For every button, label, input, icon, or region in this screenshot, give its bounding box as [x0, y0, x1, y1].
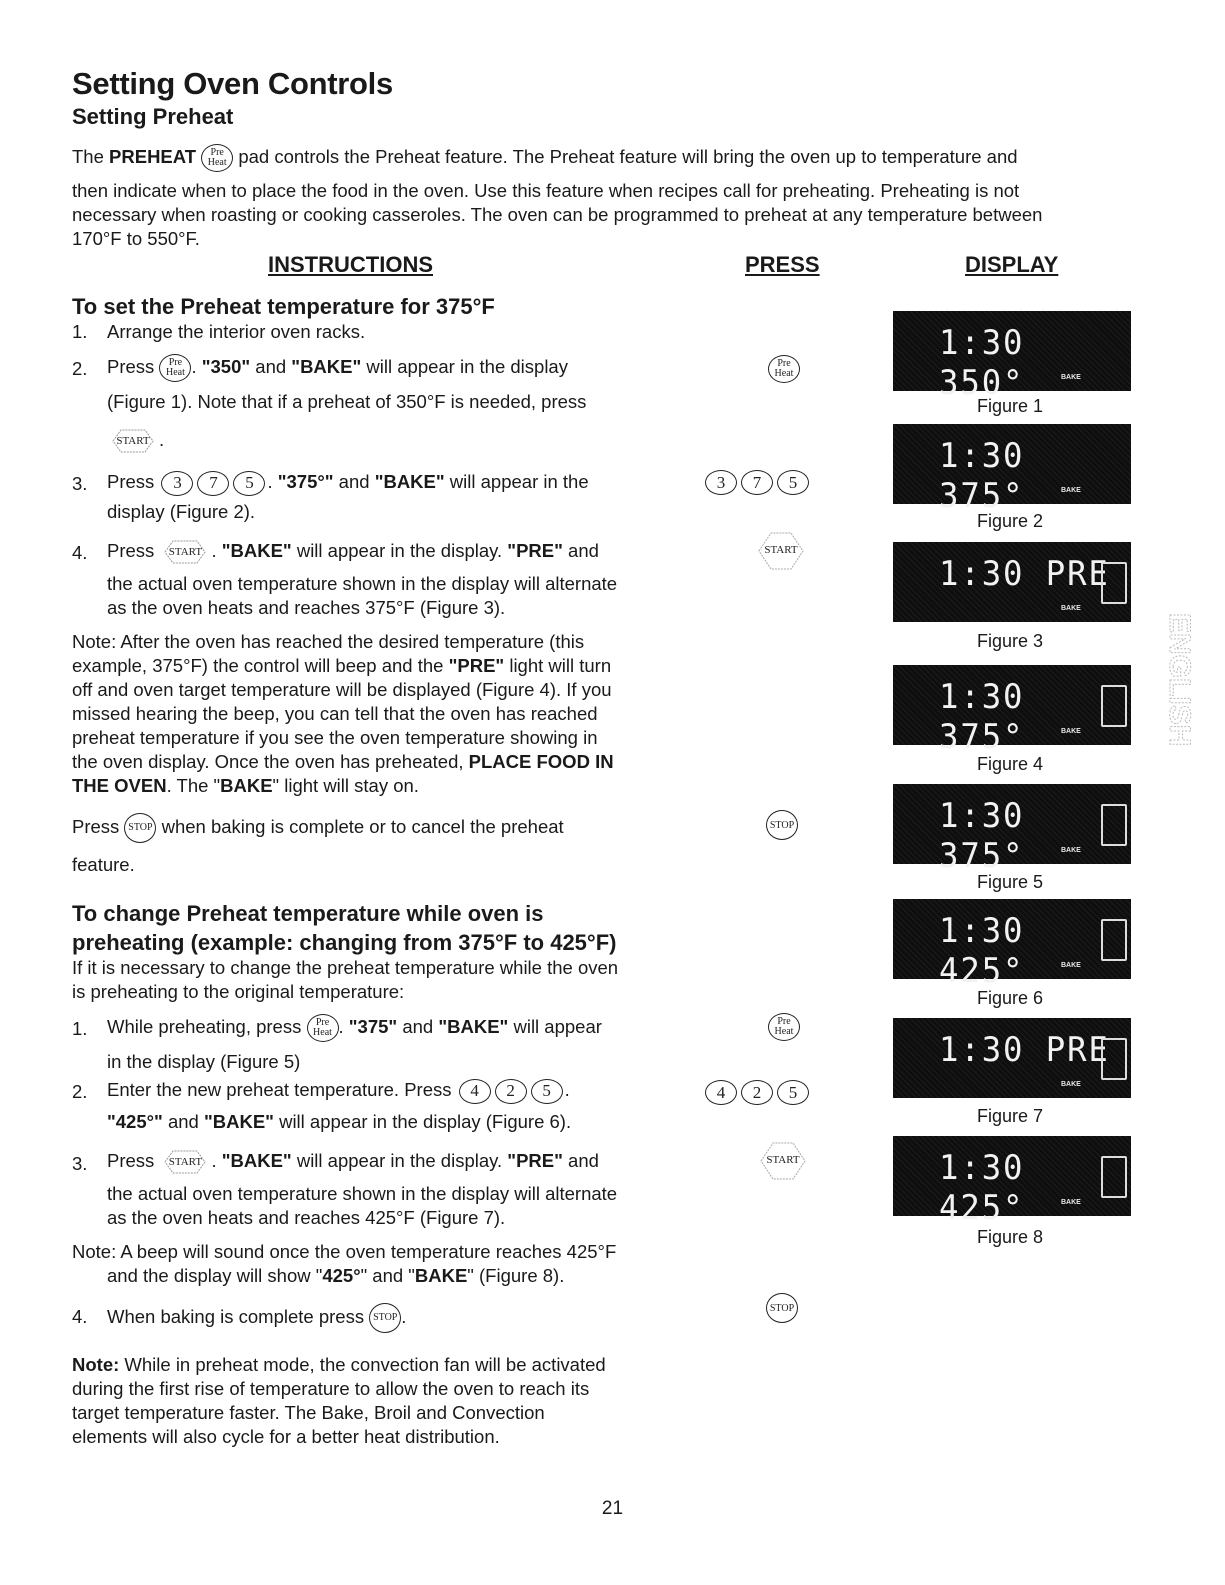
heading-line: preheating (example: changing from 375°F to 425°F): [72, 930, 617, 955]
text: will appear: [508, 1015, 602, 1037]
bake-indicator: BAKE: [1061, 1081, 1081, 1088]
display-readout: 1:30 375°: [939, 677, 1025, 757]
indicator-box: [1101, 1156, 1127, 1198]
text: Note:: [72, 1354, 120, 1375]
text: .: [211, 1150, 222, 1171]
preheat-key-icon: [201, 144, 233, 172]
key-3-icon: 3: [161, 471, 193, 496]
step-number: 2.: [72, 358, 88, 379]
note-line: [72, 1353, 692, 1377]
oven-display-3: [893, 542, 1131, 622]
bake-indicator: BAKE: [1061, 1199, 1081, 1206]
final-note: [72, 1353, 692, 1449]
stop-line: feature.: [72, 854, 135, 875]
text: pad controls the Preheat feature. The Preheat feature will bring the oven up to temperature and: [233, 145, 1018, 167]
text: and: [250, 355, 292, 377]
text: Enter the new preheat temperature. Press: [107, 1079, 457, 1100]
key-4-icon: 4: [705, 1080, 737, 1105]
step-line: as the oven heats and reaches 425°F (Figure 7).: [107, 1207, 506, 1229]
display-readout: 1:30 350°: [939, 323, 1025, 403]
key-7-icon: 7: [197, 471, 229, 496]
key-label: START: [168, 1156, 203, 1169]
text: "375°": [277, 471, 334, 492]
text: .: [191, 355, 202, 377]
key-label: Pre: [210, 147, 224, 158]
note-line: [72, 1264, 692, 1288]
text: BAKE: [414, 1265, 468, 1286]
step-line: the actual oven temperature shown in the display will alternate: [107, 1183, 618, 1205]
text: " light will stay on.: [272, 775, 419, 796]
stop-paragraph: [72, 813, 672, 877]
step-text: [107, 354, 667, 458]
step-number: 3.: [72, 1153, 88, 1174]
text: and: [562, 540, 599, 561]
key-label: Heat: [165, 367, 185, 378]
section1-heading: To set the Preheat temperature for 375°F: [72, 294, 495, 319]
bake-indicator: BAKE: [1061, 605, 1081, 612]
english-side-tab: [1142, 585, 1196, 747]
text: .: [267, 471, 278, 492]
note-line: Note: A beep will sound once the oven temperature reaches 425°F: [72, 1241, 617, 1262]
key-label: Pre: [777, 1016, 791, 1027]
section2-intro: [72, 956, 672, 1004]
intro-line: 170°F to 550°F.: [72, 228, 200, 249]
text: Press: [107, 1150, 160, 1171]
step-number: 1.: [72, 1018, 88, 1039]
text: .: [401, 1305, 407, 1327]
step-line: as the oven heats and reaches 375°F (Figure 3).: [107, 597, 506, 619]
key-2-icon: 2: [741, 1080, 773, 1105]
step-line: (Figure 1). Note that if a preheat of 350°F is needed, press: [107, 391, 587, 412]
step-line: [107, 1110, 677, 1134]
note-line: target temperature faster. The Bake, Broil and Convection: [72, 1402, 545, 1423]
text: Press: [107, 355, 160, 377]
text: will appear in the display: [361, 355, 568, 377]
intro-line: then indicate when to place the food in the oven. Use this feature when recipes call for preheating. Preheating is not: [72, 180, 1020, 201]
oven-display-1: [893, 311, 1131, 403]
text: and: [333, 471, 375, 492]
text: the oven display. Once the oven has preheated,: [72, 751, 469, 772]
text: .: [564, 1079, 570, 1100]
text: .: [211, 540, 222, 561]
page-title: Setting Oven Controls: [72, 66, 393, 101]
note-line: off and oven target temperature will be displayed (Figure 4). If you: [72, 679, 612, 700]
page-number: 21: [601, 1498, 624, 1519]
text: PLACE FOOD IN: [468, 751, 614, 772]
display-readout: 1:30 375°: [939, 796, 1025, 876]
text: and: [162, 1110, 204, 1132]
step-text: [107, 539, 667, 620]
intro-line: [72, 144, 1152, 172]
indicator-box: [1101, 685, 1127, 727]
stop-line: [72, 813, 672, 843]
text: BAKE: [220, 775, 273, 796]
intro-paragraph: [72, 144, 1152, 251]
step-text: [107, 1149, 677, 1230]
instructions-heading: INSTRUCTIONS: [268, 252, 433, 277]
note-paragraph: [72, 630, 672, 798]
section2-heading: [72, 899, 616, 957]
step-number: 4.: [72, 1306, 88, 1327]
oven-display-2: [893, 424, 1131, 516]
english-tab-text: ENGLISH: [1163, 613, 1196, 747]
bake-indicator: BAKE: [1061, 374, 1081, 381]
indicator-box: [1101, 919, 1127, 961]
intro-line: is preheating to the original temperature:: [72, 981, 405, 1002]
step-text: [107, 1014, 677, 1074]
figure-label: Figure 7: [976, 1106, 1044, 1126]
start-key-icon: [159, 1149, 211, 1175]
key-label: Pre: [168, 357, 183, 368]
intro-line: If it is necessary to change the preheat temperature while the oven: [72, 957, 619, 978]
note-line: [72, 654, 672, 678]
preheat-key-icon: [159, 354, 191, 382]
text: will appear in the display.: [291, 540, 508, 561]
text: .: [338, 1015, 349, 1037]
step-line: in the display (Figure 5): [107, 1051, 301, 1072]
figure-label: Figure 6: [976, 988, 1044, 1008]
display-readout: 1:30 425°: [939, 1148, 1025, 1228]
text: "PRE": [448, 655, 505, 676]
bake-indicator: BAKE: [1061, 962, 1081, 969]
figure-label: Figure 5: [976, 872, 1044, 892]
text: "BAKE": [438, 1015, 509, 1037]
text: Press: [107, 540, 160, 561]
key-label: START: [168, 546, 203, 559]
display-readout: 1:30 425°: [939, 911, 1025, 991]
stop-key-icon: STOP: [766, 1293, 798, 1323]
heading-line: To change Preheat temperature while oven is: [72, 901, 544, 926]
key-2-icon: 2: [495, 1079, 527, 1104]
display-readout: 1:30 375°: [939, 436, 1025, 516]
start-key-icon: [159, 539, 211, 565]
key-label: START: [764, 544, 798, 556]
oven-display-7: [893, 1018, 1131, 1098]
key-label: Pre: [777, 358, 791, 369]
figure-label: Figure 3: [976, 631, 1044, 651]
text: "425°": [107, 1110, 163, 1132]
text: When baking is complete press: [107, 1305, 370, 1327]
key-7-icon: 7: [741, 470, 773, 495]
text: THE OVEN: [72, 775, 167, 796]
text: "BAKE": [221, 540, 292, 561]
step-number: 1.: [72, 321, 88, 342]
text: " (Figure 8).: [467, 1265, 565, 1286]
figure-label: Figure 4: [976, 754, 1044, 774]
stop-key-icon: STOP: [766, 810, 798, 840]
bake-indicator: BAKE: [1061, 847, 1081, 854]
text: While in preheat mode, the convection fan will be activated: [119, 1354, 606, 1375]
start-key-icon: [757, 1147, 809, 1173]
intro-line: necessary when roasting or cooking casseroles. The oven can be programmed to preheat at any temperature between: [72, 204, 1043, 225]
text: and the display will show ": [107, 1265, 323, 1286]
key-label: Heat: [774, 1026, 794, 1037]
start-key-icon: [107, 428, 159, 454]
text: "PRE": [507, 1150, 563, 1171]
preheat-key-icon: [307, 1014, 339, 1042]
indicator-box: [1101, 804, 1127, 846]
start-key-icon: [755, 537, 807, 563]
text: Press: [107, 471, 160, 492]
text: example, 375°F) the control will beep and the: [72, 655, 449, 676]
text: "BAKE": [221, 1150, 292, 1171]
display-heading: DISPLAY: [965, 252, 1059, 277]
key-5-icon: 5: [233, 471, 265, 496]
text: will appear in the: [444, 471, 589, 492]
keys-425: [703, 1080, 811, 1105]
text: will appear in the display (Figure 6).: [273, 1110, 572, 1132]
note-line: Note: After the oven has reached the desired temperature (this: [72, 631, 585, 652]
note-line: missed hearing the beep, you can tell that the oven has reached: [72, 703, 598, 724]
preheat-key-icon: [768, 1013, 800, 1041]
key-label: Heat: [313, 1027, 332, 1038]
text: " and ": [360, 1265, 415, 1286]
step-text: [107, 1078, 677, 1134]
text: "BAKE": [291, 355, 362, 377]
note-line: [72, 774, 672, 798]
key-5-icon: 5: [531, 1079, 563, 1104]
note-line: during the first rise of temperature to allow the oven to reach its: [72, 1378, 590, 1399]
display-readout: 1:30 PRE: [939, 1030, 1110, 1070]
text: "BAKE": [203, 1110, 274, 1132]
key-label: START: [116, 435, 150, 448]
indicator-box: [1101, 562, 1127, 604]
text: light will turn: [504, 655, 612, 676]
note-paragraph: [72, 1240, 692, 1288]
bake-indicator: BAKE: [1061, 487, 1081, 494]
press-heading: PRESS: [745, 252, 820, 277]
oven-display-4: [893, 665, 1131, 757]
text: . The ": [166, 775, 221, 796]
step-text: Arrange the interior oven racks.: [107, 321, 366, 342]
text: and: [562, 1150, 599, 1171]
step-line: display (Figure 2).: [107, 500, 256, 522]
text: The: [72, 145, 110, 167]
text: will appear in the display.: [291, 1150, 508, 1171]
key-4-icon: 4: [459, 1079, 491, 1104]
note-line: [72, 750, 672, 774]
key-label: Heat: [207, 157, 227, 168]
step-number: 4.: [72, 542, 88, 563]
step-text: [107, 1303, 406, 1333]
text: While preheating, press: [107, 1015, 307, 1037]
key-5-icon: 5: [777, 1080, 809, 1105]
key-3-icon: 3: [705, 470, 737, 495]
key-5-icon: 5: [777, 470, 809, 495]
figure-label: Figure 2: [976, 511, 1044, 531]
step-line: the actual oven temperature shown in the display will alternate: [107, 573, 618, 595]
figure-label: Figure 8: [976, 1227, 1044, 1247]
key-label: Pre: [315, 1017, 330, 1028]
text: "375": [348, 1015, 398, 1037]
start-key-line: START .: [107, 428, 667, 458]
text: "350": [201, 355, 251, 377]
step-text: [107, 470, 667, 524]
text: when baking is complete or to cancel the preheat: [156, 815, 564, 837]
section-subtitle: Setting Preheat: [72, 104, 234, 129]
preheat-key-icon: [768, 355, 800, 383]
preheat-label: PREHEAT: [109, 145, 197, 167]
step-number: 2.: [72, 1081, 88, 1102]
step-number: 3.: [72, 473, 88, 494]
text: "BAKE": [374, 471, 445, 492]
text: Press: [72, 815, 125, 837]
stop-key-icon: STOP: [369, 1303, 401, 1333]
oven-display-5: [893, 784, 1131, 876]
oven-display-8: [893, 1136, 1131, 1228]
display-readout: 1:30 PRE: [939, 554, 1110, 594]
text: and: [397, 1015, 439, 1037]
oven-display-6: [893, 899, 1131, 991]
keys-375: [703, 470, 811, 495]
bake-indicator: BAKE: [1061, 728, 1081, 735]
stop-key-icon: STOP: [124, 813, 156, 843]
note-line: preheat temperature if you see the oven temperature showing in: [72, 727, 598, 748]
text: "PRE": [507, 540, 563, 561]
key-label: START: [766, 1154, 800, 1166]
note-line: elements will also cycle for a better heat distribution.: [72, 1426, 500, 1447]
indicator-box: [1101, 1038, 1127, 1080]
key-label: Heat: [774, 368, 794, 379]
figure-label: Figure 1: [976, 396, 1044, 416]
text: 425°: [322, 1265, 361, 1286]
